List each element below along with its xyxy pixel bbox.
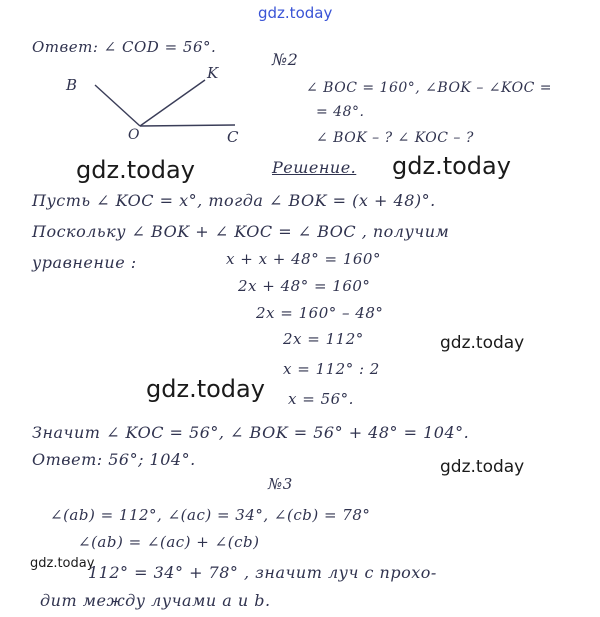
point-label-o: O — [128, 127, 140, 143]
answer-line-2: Ответ: 56°; 104°. — [32, 450, 196, 469]
equation-3: 2x = 160° – 48° — [256, 304, 384, 322]
solution-line-2: Поскольку ∠ BOK + ∠ KOC = ∠ BOC , получим — [32, 222, 450, 241]
given-line-2: = 48°. — [316, 104, 365, 120]
ray-oc — [140, 125, 235, 126]
solution-heading: Решение. — [272, 158, 357, 177]
point-label-b: B — [66, 76, 78, 94]
answer-line-1: Ответ: ∠ COD = 56°. — [32, 38, 217, 56]
equation-2: 2x + 48° = 160° — [238, 277, 371, 295]
watermark: gdz.today — [440, 457, 525, 477]
equation-5: x = 112° : 2 — [283, 360, 380, 378]
solution-line-3: уравнение : — [32, 253, 137, 272]
point-label-c: C — [227, 128, 239, 146]
conclusion-line-3a: 112° = 34° + 78° , значит луч c прохо- — [88, 563, 437, 582]
watermark: gdz.today — [146, 375, 265, 403]
point-label-k: K — [207, 64, 219, 82]
ray-ok — [140, 80, 205, 126]
equation-7: ∠(ab) = ∠(ac) + ∠(cb) — [78, 533, 260, 551]
solution-line-1: Пусть ∠ KOC = x°, тогда ∠ BOK = (x + 48)°. — [32, 191, 436, 210]
equation-4: 2x = 112° — [283, 330, 364, 348]
equation-6: x = 56°. — [288, 390, 354, 408]
given-line-1: ∠ BOC = 160°, ∠BOK – ∠KOC = — [306, 80, 552, 96]
task-number-2: №2 — [272, 50, 299, 69]
watermark: gdz.today — [392, 152, 511, 180]
watermark-top: gdz.today — [258, 4, 333, 22]
conclusion-line-3b: дит между лучами a и b. — [40, 591, 271, 610]
given-line-3: ∠(ab) = 112°, ∠(ac) = 34°, ∠(cb) = 78° — [50, 506, 371, 524]
find-line: ∠ BOK – ? ∠ KOC – ? — [316, 130, 474, 146]
ray-ob — [95, 85, 140, 126]
equation-1: x + x + 48° = 160° — [226, 250, 381, 268]
watermark: gdz.today — [76, 156, 195, 184]
watermark: gdz.today — [30, 556, 95, 571]
conclusion-line: Значит ∠ KOC = 56°, ∠ BOK = 56° + 48° = 104°. — [32, 423, 470, 442]
task-number-3: №3 — [268, 475, 293, 493]
watermark: gdz.today — [440, 333, 525, 353]
